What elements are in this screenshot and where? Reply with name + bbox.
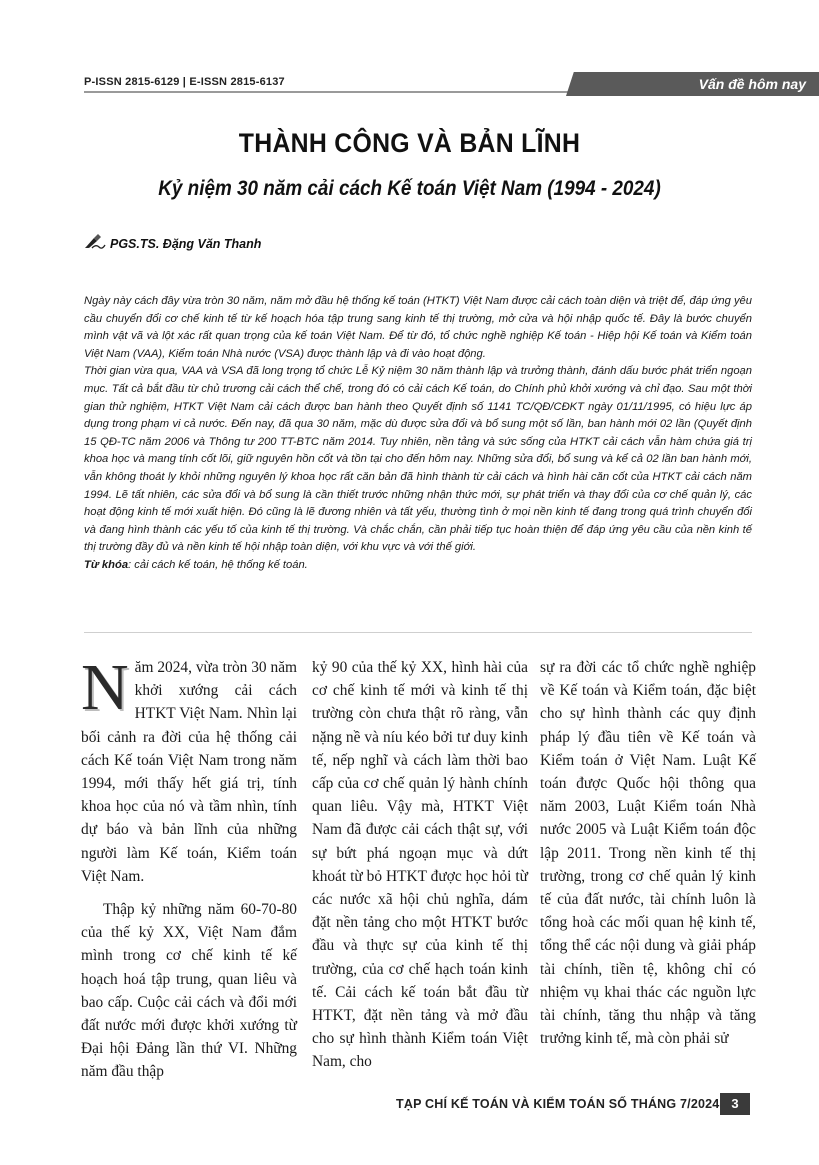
abstract-paragraph: Ngày này cách đây vừa tròn 30 năm, năm mở đầu hệ thống kế toán (HTKT) Việt Nam được cải cách toàn diện và triệt để, đáp ứng yêu cầu chuyển đổi cơ chế kinh tế từ kế hoạch hóa tập trung sang kinh tế thị trường, mở cửa và hội nhập quốc tế. Đây là bước chuyển mình vật vã và lột xác rất quan trọng của kế toán Việt Nam. Để từ đó, tổ chức nghề nghiệp Kế toán - Hiệp hội Kế toán và Kiểm toán Việt Nam (VAA), Kiểm toán Nhà nước (VSA) được thành lập và đi vào hoạt động. xyxy=(84,295,752,360)
abstract-divider xyxy=(84,632,752,633)
body-paragraph: sự ra đời các tổ chức nghề nghiệp về Kế toán và Kiểm toán, đặc biệt cho sự hình thành các quy định pháp lý đầu tiên về Kế toán và Kiểm toán ở Việt Nam. Luật Kế toán được Quốc hội thông qua năm 2003, Luật Kiểm toán Nhà nước 2005 và Luật Kiểm toán độc lập 2011. Trong nền kinh tế thị trường, trong cơ chế quản lý kinh tế của đất nước, tài chính luôn là tổng hoà các mối quan hệ kinh tế, tổng thể các nội dung và giải pháp tài chính, tiền tệ, không chỉ có nhiệm vụ khai thác các nguồn lực tài chính, tăng thu nhập và tăng trưởng kinh tế, mà còn phải sử xyxy=(540,659,756,1048)
body-column-2 xyxy=(312,656,528,1074)
pen-writing-icon xyxy=(84,233,106,254)
body-paragraph: kỷ 90 của thế kỷ XX, hình hài của cơ chế kinh tế mới và kinh tế thị trường còn chưa thật rõ ràng, vẫn nặng nề và níu kéo bởi tư duy kinh tế, nếp nghĩ và cách làm thời bao cấp của cơ chế quản lý hành chính quan liêu. Vậy mà, HTKT Việt Nam đã được cải cách thật sự, với sự bứt phá ngoạn mục và dứt khoát từ bỏ HTKT được học hỏi từ các nước xã hội chủ nghĩa, dám đặt nền tảng cho một HTKT bước đầu và thực sự của kinh tế thị trường, của cơ chế hạch toán kinh tế. Cải cách kế toán bắt đầu từ HTKT, đặt nền tảng và mở đầu cho sự hình thành Kiểm toán Việt Nam, cho xyxy=(312,659,528,1071)
section-title: Vấn đề hôm nay xyxy=(698,76,806,92)
page-number: 3 xyxy=(720,1093,750,1115)
author-line xyxy=(84,233,261,254)
drop-cap: N xyxy=(81,651,129,724)
article-subtitle: Kỷ niệm 30 năm cải cách Kế toán Việt Nam (1994 - 2024) xyxy=(158,177,661,200)
keywords-text: : cải cách kế toán, hệ thống kế toán. xyxy=(128,558,308,571)
body-paragraph: Thập kỷ những năm 60-70-80 của thế kỷ XX, Việt Nam đắm mình trong cơ chế kinh tế kế hoạch hoá tập trung, quan liêu và bao cấp. Cuộc cải cách và đổi mới đất nước mới được khởi xướng từ Đại hội Đảng lần thứ VI. Những năm đầu thập xyxy=(81,901,297,1081)
keywords xyxy=(84,557,752,575)
issn-line: P-ISSN 2815-6129 | E-ISSN 2815-6137 xyxy=(84,76,285,88)
abstract xyxy=(84,293,752,575)
journal-footer: TẠP CHÍ KẾ TOÁN VÀ KIỂM TOÁN SỐ THÁNG 7/2024 xyxy=(396,1097,720,1111)
body-column-1 xyxy=(81,651,297,1084)
header-rule xyxy=(84,91,580,93)
keywords-label: Từ khóa xyxy=(84,558,129,571)
body-column-3 xyxy=(540,656,756,1050)
body-paragraph xyxy=(81,651,297,888)
article-title: THÀNH CÔNG VÀ BẢN LĨNH xyxy=(238,128,581,158)
abstract-paragraph: Thời gian vừa qua, VAA và VSA đã long trọng tổ chức Lễ Kỷ niệm 30 năm thành lập và trưởng thành, đánh dấu bước phát triển ngoạn mục. Tất cả bắt đầu từ chủ trương cải cách thể chế, trong đó có cải cách Kế toán, do Chính phủ khởi xướng và chỉ đạo. Sau một thời gian thử nghiệm, HTKT Việt Nam cải cách được ban hành theo Quyết định số 1141 TC/QĐ/CĐKT ngày 01/11/1995, có hiệu lực áp dụng trong phạm vi cả nước. Đến nay, đã qua 30 năm, mặc dù được sửa đổi và bổ sung một số lần, ban hành mới 02 lần (Quyết định 15 QĐ-TC năm 2006 và Thông tư 200 TT-BTC năm 2014. Tuy nhiên, nền tảng và sức sống của HTKT cải cách vẫn hàm chứa giá trị khoa học và mang tính cốt lõi, giữ nguyên hồn cốt và tồn tại cho đến hôm nay. Những sửa đổi, bổ sung và kể cả 02 lần ban hành mới, vẫn không thoát ly khỏi những nguyên lý khoa học rất căn bản đã hình thành từ cải cách và hình hài căn cốt của HTKT cải cách năm 1994. Lẽ tất nhiên, các sửa đổi và bổ sung là cần thiết trước những nhận thức mới, sự phát triển và thay đổi của cơ chế quản lý, các hoạt động kinh tế mới xuất hiện. Đó cũng là lẽ đương nhiên và tất yếu, thường tình ở mọi nền kinh tế đang trong quá trình chuyển đổi và đang hình thành các yếu tố của kinh tế thị trường. Và chắc chắn, cần phải tiếp tục hoàn thiện để đáp ứng yêu cầu của nền kinh tế thị trường đầy đủ và nền kinh tế hội nhập toàn diện, với khu vực và với thế giới. xyxy=(84,365,752,554)
body-text: ăm 2024, vừa tròn 30 năm khởi xướng cải cách HTKT Việt Nam. Nhìn lại bối cảnh ra đời của hệ thống cải cách Kế toán Việt Nam trong năm 1994, mới thấy hết giá trị, tính khoa học của nó và tầm nhìn, tính dự báo và bản lĩnh của những người làm Kế toán, Kiểm toán Việt Nam. xyxy=(81,659,297,885)
author-name: PGS.TS. Đặng Văn Thanh xyxy=(110,236,262,251)
